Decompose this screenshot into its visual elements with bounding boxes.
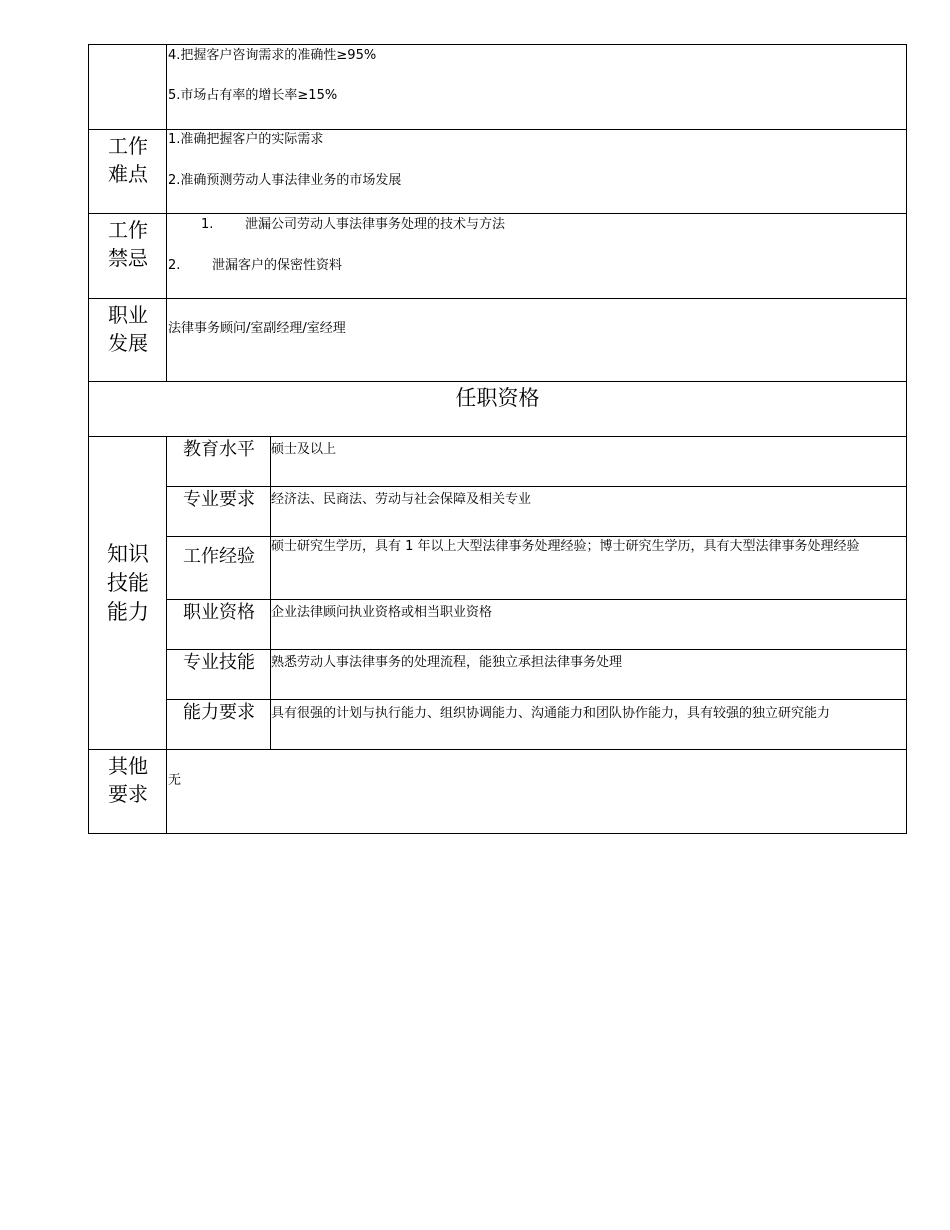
column-divider (270, 436, 271, 750)
certification-value: 企业法律顾问执业资格或相当职业资格 (271, 605, 493, 620)
skills-value: 熟悉劳动人事法律事务的处理流程，能独立承担法律事务处理 (271, 655, 623, 670)
row-divider (167, 699, 907, 700)
row-divider (88, 381, 907, 382)
skills-label: 专业技能 (183, 652, 255, 673)
difficulty-line-1: 1.准确把握客户的实际需求 (168, 132, 324, 147)
row-divider (167, 599, 907, 600)
career-label: 职业 发展 (108, 303, 148, 355)
row-divider (167, 486, 907, 487)
kpi-line-4: 4.把握客户咨询需求的准确性≥95% (168, 48, 377, 63)
other-requirements-label: 其他 要求 (108, 754, 148, 806)
ability-value: 具有很强的计划与执行能力、组织协调能力、沟通能力和团队协作能力，具有较强的独立研究能力 (271, 706, 831, 721)
row-divider (88, 298, 907, 299)
difficulties-label: 工作 难点 (108, 134, 148, 186)
ability-label: 能力要求 (183, 702, 255, 723)
knowledge-skills-ability-label: 知识 技能 能力 (107, 542, 149, 624)
row-divider (88, 129, 907, 130)
row-divider (88, 213, 907, 214)
taboo-item-1-number: 1. (201, 217, 214, 232)
taboo-item-2-number: 2. (168, 258, 181, 273)
experience-label: 工作经验 (183, 546, 255, 567)
taboo-item-2-text: 泄漏客户的保密性资料 (212, 258, 343, 273)
other-requirements-text: 无 (168, 773, 182, 788)
row-divider (88, 436, 907, 437)
career-path-text: 法律事务顾问/室副经理/室经理 (168, 321, 346, 336)
certification-label: 职业资格 (183, 602, 255, 623)
education-label: 教育水平 (183, 439, 255, 460)
row-divider (88, 749, 907, 750)
row-divider (167, 649, 907, 650)
taboo-item-1-text: 泄漏公司劳动人事法律事务处理的技术与方法 (245, 217, 506, 232)
education-value: 硕士及以上 (271, 442, 337, 457)
difficulty-line-2: 2.准确预测劳动人事法律业务的市场发展 (168, 173, 402, 188)
major-value: 经济法、民商法、劳动与社会保障及相关专业 (271, 492, 532, 507)
taboos-label: 工作 禁忌 (108, 218, 148, 270)
qualifications-title: 任职资格 (455, 386, 540, 410)
kpi-line-5: 5.市场占有率的增长率≥15% (168, 88, 338, 103)
row-divider (167, 536, 907, 537)
major-label: 专业要求 (183, 489, 255, 510)
experience-value: 硕士研究生学历，具有 1 年以上大型法律事务处理经验；博士研究生学历，具有大型法律事务处理经验 (271, 539, 860, 554)
